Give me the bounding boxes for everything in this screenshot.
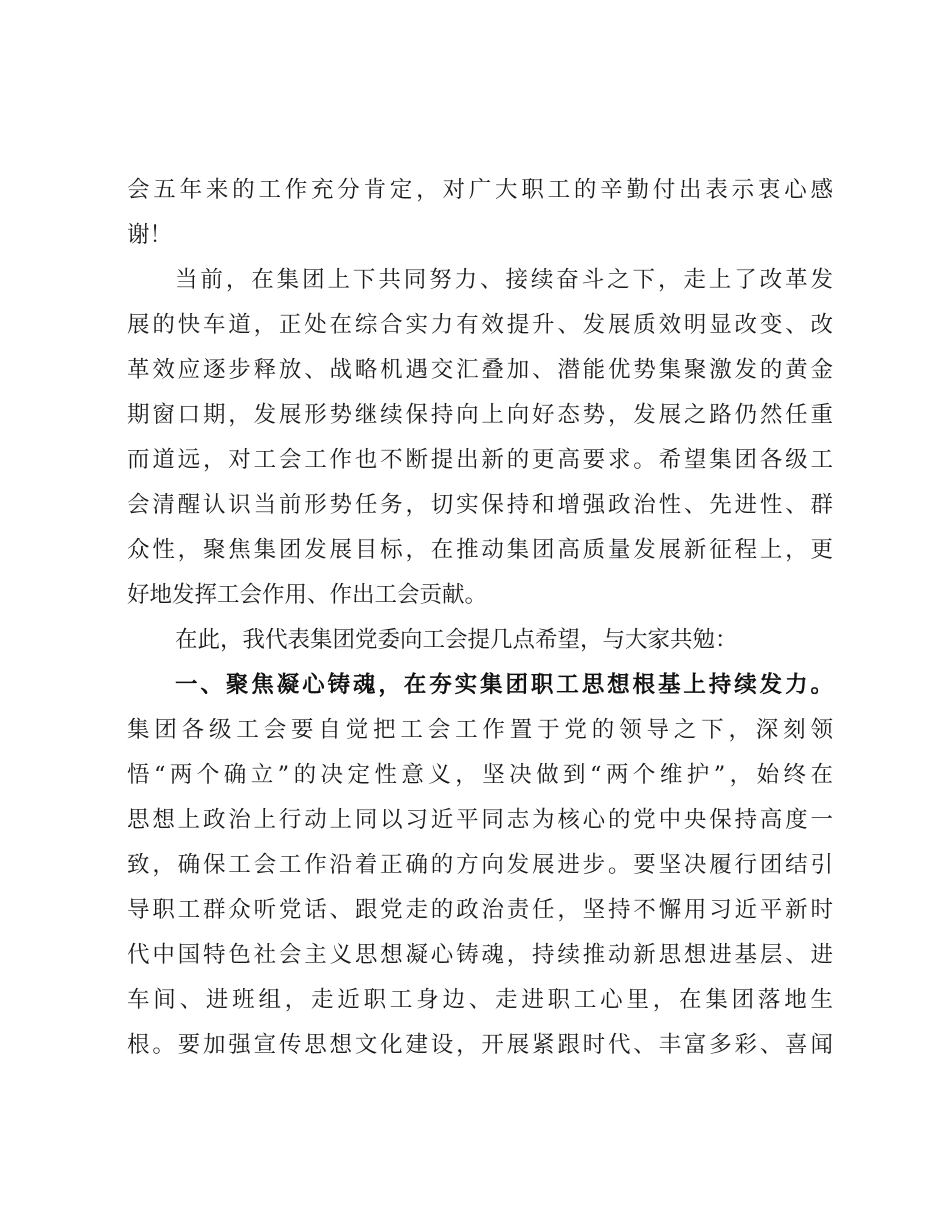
text-line: 会清醒认识当前形势任务，切实保持和增强政治性、先进性、群 (127, 492, 833, 518)
text-line: 好地发挥工会作用、作出工会贡献。 (127, 582, 488, 608)
paragraph (127, 618, 833, 663)
text-line: 当前，在集团上下共同努力、接续奋斗之下，走上了改革发 (175, 267, 833, 293)
heading-line: 一、聚焦凝心铸魂，在夯实集团职工思想根基上持续发力。 (175, 672, 833, 698)
text-line: 而道远，对工会工作也不断提出新的更高要求。希望集团各级工 (127, 447, 833, 473)
text-line: 谢！ (127, 222, 173, 248)
text-line: 致，确保工会工作沿着正确的方向发展进步。要坚决履行团结引 (127, 852, 833, 878)
paragraph (127, 258, 833, 618)
text-line: 期窗口期，发展形势继续保持向上向好态势，发展之路仍然任重 (127, 402, 833, 428)
text-line: 在此，我代表集团党委向工会提几点希望，与大家共勉： (175, 627, 738, 653)
text-line: 众性，聚焦集团发展目标，在推动集团高质量发展新征程上，更 (127, 537, 833, 563)
paragraph (127, 708, 833, 1068)
text-line: 悟“两个确立”的决定性意义，坚决做到“两个维护”，始终在 (127, 762, 833, 788)
text-line: 导职工群众听党话、跟党走的政治责任，坚持不懈用习近平新时 (127, 897, 833, 923)
text-line: 展的快车道，正处在综合实力有效提升、发展质效明显改变、改 (127, 312, 833, 338)
paragraph (127, 168, 833, 258)
text-line: 会五年来的工作充分肯定，对广大职工的辛勤付出表示衷心感 (127, 177, 833, 203)
document-body (127, 168, 833, 1068)
text-line: 思想上政治上行动上同以习近平同志为核心的党中央保持高度一 (127, 807, 833, 833)
text-line: 代中国特色社会主义思想凝心铸魂，持续推动新思想进基层、进 (127, 942, 833, 968)
section-heading (127, 663, 833, 708)
text-line: 集团各级工会要自觉把工会工作置于党的领导之下，深刻领 (127, 717, 833, 743)
text-line: 根。要加强宣传思想文化建设，开展紧跟时代、丰富多彩、喜闻 (127, 1032, 833, 1058)
text-line: 车间、进班组，走近职工身边、走进职工心里，在集团落地生 (127, 987, 833, 1013)
text-line: 革效应逐步释放、战略机遇交汇叠加、潜能优势集聚激发的黄金 (127, 357, 833, 383)
